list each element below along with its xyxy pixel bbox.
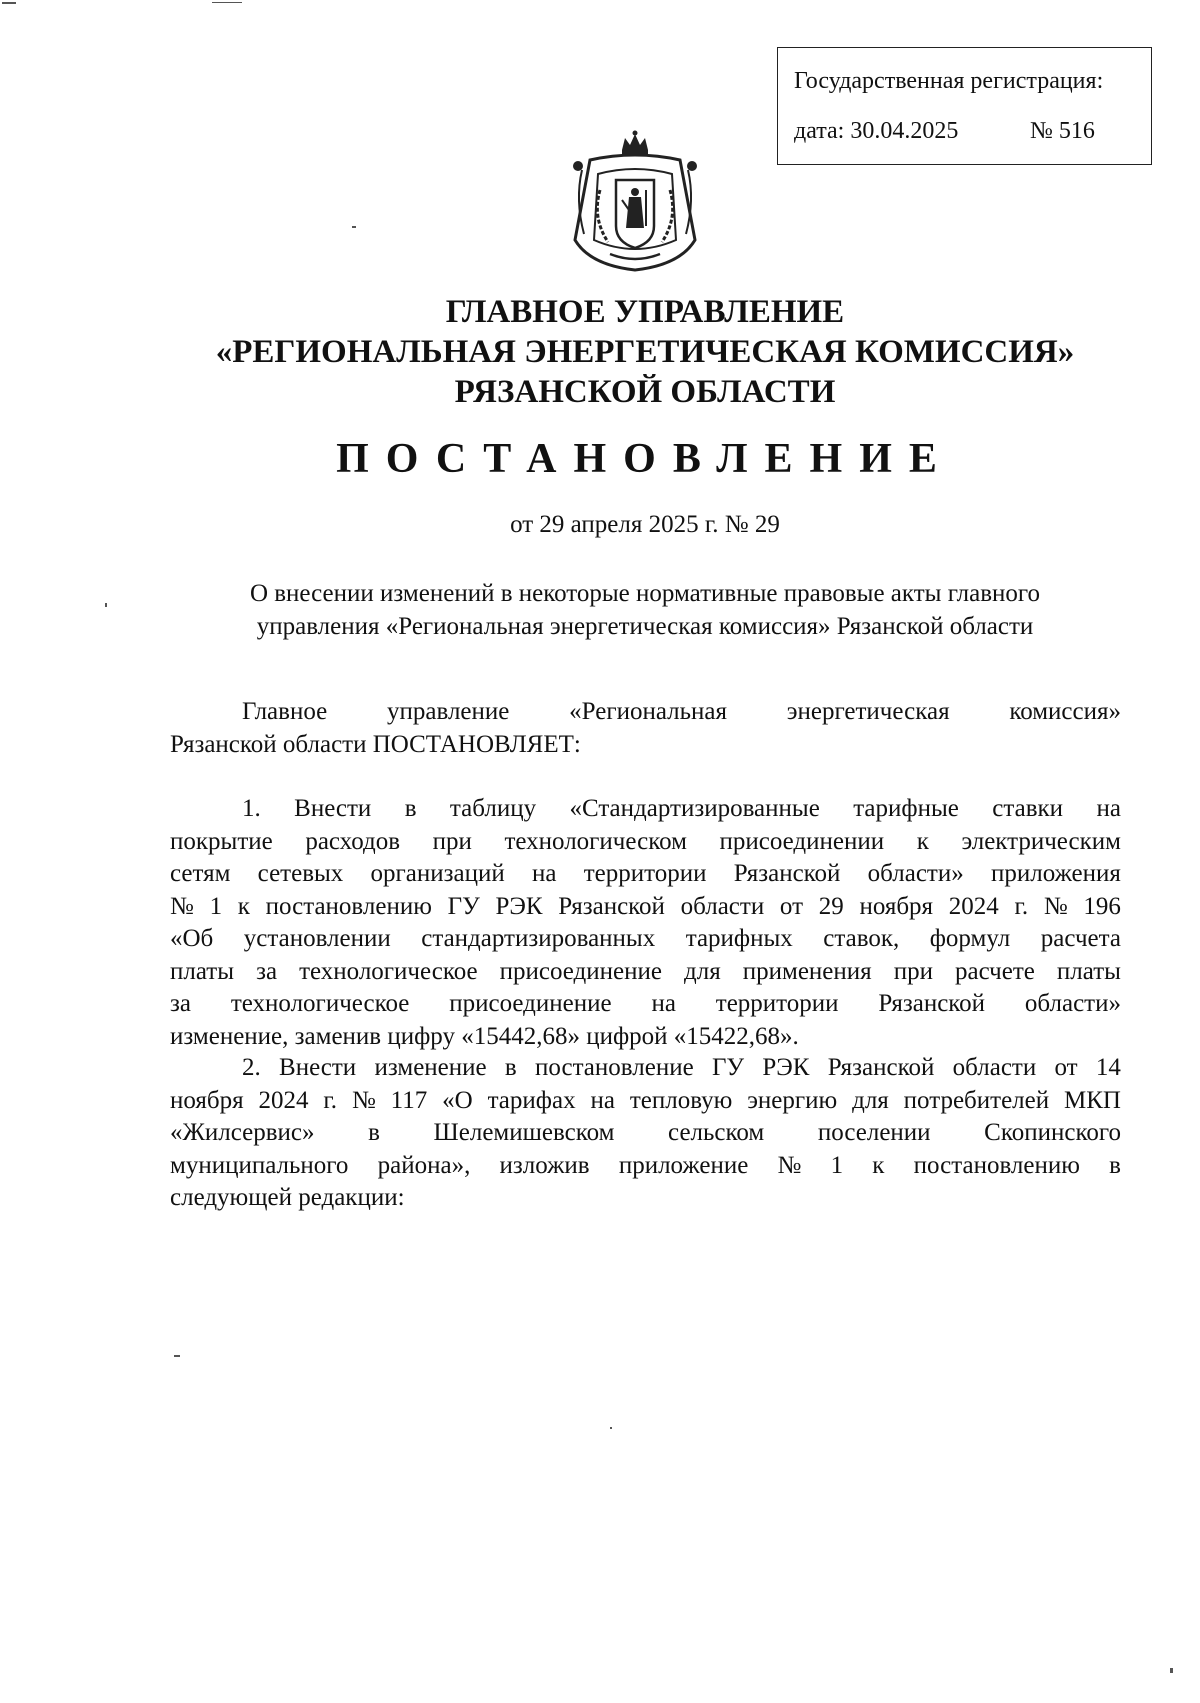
word: стандартизированных bbox=[421, 925, 656, 952]
word: при bbox=[893, 957, 933, 985]
word: постановлению bbox=[265, 892, 432, 920]
word: Внести bbox=[279, 1054, 357, 1081]
word: постановлению bbox=[913, 1151, 1080, 1179]
word: энергию bbox=[747, 1086, 838, 1114]
word: области bbox=[952, 1054, 1037, 1081]
word: управление bbox=[387, 698, 510, 725]
scan-speck bbox=[105, 603, 107, 607]
word: энергетическая bbox=[786, 698, 950, 725]
registration-number: № 516 bbox=[1030, 118, 1095, 144]
coat-of-arms-icon bbox=[560, 130, 710, 280]
word: тарифах bbox=[487, 1086, 576, 1114]
item2-line bbox=[170, 1085, 1121, 1118]
scan-speck bbox=[212, 2, 242, 3]
item1-line bbox=[170, 956, 1121, 989]
word: для bbox=[684, 957, 721, 985]
word: в bbox=[404, 795, 417, 822]
word: г. bbox=[1014, 892, 1029, 920]
word: № bbox=[777, 1151, 802, 1179]
word: приложения bbox=[991, 860, 1121, 887]
word: территории bbox=[583, 860, 707, 887]
word: формул bbox=[929, 925, 1011, 952]
word: к bbox=[237, 892, 250, 920]
item1-line bbox=[170, 923, 1121, 956]
word: Рязанской bbox=[827, 1054, 935, 1081]
word: 1 bbox=[209, 892, 223, 920]
word: 2024 bbox=[258, 1086, 309, 1114]
word: сельском bbox=[668, 1119, 765, 1146]
word: ставок, bbox=[823, 925, 900, 952]
item2-line bbox=[170, 1052, 1121, 1085]
word: за bbox=[170, 990, 191, 1017]
word: присоединение bbox=[449, 990, 612, 1017]
registration-title: Государственная регистрация: bbox=[794, 68, 1104, 94]
word: № bbox=[351, 1086, 376, 1114]
word: ставки bbox=[992, 795, 1064, 822]
scan-speck bbox=[352, 226, 356, 228]
word: расчета bbox=[1040, 925, 1121, 952]
scan-speck bbox=[610, 1427, 612, 1429]
word: 117 bbox=[390, 1086, 428, 1114]
word: организаций bbox=[370, 860, 505, 887]
document-date-number: от 29 апреля 2025 г. № 29 bbox=[510, 511, 780, 538]
word: на bbox=[651, 990, 676, 1017]
word: расходов bbox=[305, 827, 401, 855]
item1-last-line: изменение, заменив цифру «15442,68» цифрой «15422,68». bbox=[170, 1022, 799, 1050]
word: Рязанской bbox=[733, 860, 841, 887]
word: Рязанской bbox=[878, 990, 986, 1017]
word: района», bbox=[377, 1151, 471, 1179]
scan-speck bbox=[2, 2, 16, 4]
word: ГУ bbox=[711, 1054, 745, 1081]
word: тепловую bbox=[629, 1086, 733, 1114]
word: расчете bbox=[954, 957, 1035, 985]
item2-line bbox=[170, 1117, 1121, 1150]
word: от bbox=[1054, 1054, 1078, 1081]
word: в bbox=[368, 1119, 380, 1146]
word: тарифных bbox=[685, 925, 793, 952]
word: Главное bbox=[242, 698, 328, 725]
word: при bbox=[432, 827, 472, 855]
word: изменение bbox=[374, 1054, 487, 1081]
item1-line bbox=[170, 826, 1121, 859]
word: «Жилсервис» bbox=[170, 1119, 315, 1146]
item-2-paragraph bbox=[170, 1052, 1121, 1215]
item1-line bbox=[170, 858, 1121, 891]
word: 2024 bbox=[948, 892, 999, 920]
word: 1 bbox=[830, 1151, 844, 1179]
registration-stamp bbox=[777, 47, 1152, 165]
word: области» bbox=[1024, 990, 1121, 1017]
item-1-paragraph bbox=[170, 793, 1121, 1053]
word: муниципального bbox=[170, 1151, 349, 1179]
item2-last-line: следующей редакции: bbox=[170, 1184, 405, 1211]
document-type-title: ПОСТАНОВЛЕНИЕ bbox=[336, 436, 954, 482]
word: платы bbox=[170, 957, 235, 985]
word: покрытие bbox=[170, 827, 273, 855]
word: установлении bbox=[243, 925, 391, 952]
word: для bbox=[852, 1086, 889, 1114]
word: № bbox=[1043, 892, 1068, 920]
word: Внести bbox=[294, 795, 372, 822]
word: приложение bbox=[618, 1151, 749, 1179]
word: 1. bbox=[242, 795, 261, 822]
word: технологическом bbox=[504, 827, 687, 855]
word: таблицу bbox=[449, 795, 537, 822]
word: поселении bbox=[817, 1119, 931, 1146]
intro-paragraph bbox=[170, 696, 1121, 761]
word: постановление bbox=[534, 1054, 694, 1081]
word: к bbox=[872, 1151, 885, 1179]
word: тарифные bbox=[853, 795, 959, 822]
item1-line bbox=[170, 891, 1121, 924]
item2-line bbox=[170, 1150, 1121, 1183]
intro-line-2: Рязанской области ПОСТАНОВЛЯЕТ: bbox=[170, 730, 581, 758]
word: технологическое bbox=[299, 957, 478, 985]
word: № bbox=[170, 892, 194, 920]
subject-line-2: управления «Региональная энергетическая комиссия» Рязанской области bbox=[256, 613, 1034, 640]
word: изложив bbox=[499, 1151, 590, 1179]
word: 29 bbox=[818, 892, 844, 920]
intro-line-1 bbox=[170, 696, 1121, 729]
word: комиссия» bbox=[1009, 698, 1121, 725]
word: территории bbox=[715, 990, 839, 1017]
word: «Стандартизированные bbox=[569, 795, 820, 822]
word: ГУ bbox=[447, 892, 480, 920]
word: РЭК bbox=[495, 892, 543, 920]
word: потребителей bbox=[903, 1086, 1050, 1114]
word: применения bbox=[742, 957, 872, 985]
word: «Об bbox=[170, 925, 214, 952]
item1-line bbox=[170, 793, 1121, 826]
word: на bbox=[1096, 795, 1121, 822]
organization-line-2: «РЕГИОНАЛЬНАЯ ЭНЕРГЕТИЧЕСКАЯ КОМИССИЯ» bbox=[215, 334, 1075, 370]
word: РЭК bbox=[762, 1054, 810, 1081]
organization-line-3: РЯЗАНСКОЙ ОБЛАСТИ bbox=[454, 374, 836, 410]
word: сетям bbox=[170, 860, 231, 887]
word: 196 bbox=[1083, 892, 1121, 920]
word: ноября bbox=[859, 892, 934, 920]
scan-speck bbox=[174, 1355, 180, 1357]
word: от bbox=[779, 892, 804, 920]
word: присоединении bbox=[719, 827, 885, 855]
scan-speck bbox=[1170, 1668, 1173, 1673]
word: за bbox=[256, 957, 278, 985]
word: Шелемишевском bbox=[433, 1119, 615, 1146]
word: г. bbox=[323, 1086, 338, 1114]
organization-line-1: ГЛАВНОЕ УПРАВЛЕНИЕ bbox=[445, 294, 845, 330]
word: на bbox=[532, 860, 557, 887]
subject-line-1: О внесении изменений в некоторые нормативные правовые акты главного bbox=[249, 580, 1041, 607]
word: ноября bbox=[170, 1086, 244, 1114]
word: «Региональная bbox=[569, 698, 728, 725]
item1-line bbox=[170, 988, 1121, 1021]
document-subject bbox=[0, 577, 1200, 643]
word: области bbox=[680, 892, 765, 920]
word: Рязанской bbox=[558, 892, 665, 920]
word: 14 bbox=[1095, 1054, 1121, 1081]
registration-date: дата: 30.04.2025 bbox=[794, 118, 959, 144]
word: присоединение bbox=[499, 957, 662, 985]
word: платы bbox=[1056, 957, 1121, 985]
word: Скопинского bbox=[984, 1119, 1121, 1146]
word: «О bbox=[442, 1086, 473, 1114]
word: сетевых bbox=[257, 860, 344, 887]
word: технологическое bbox=[230, 990, 410, 1017]
word: к bbox=[916, 827, 929, 855]
word: электрическим bbox=[961, 827, 1121, 855]
word: в bbox=[1109, 1151, 1121, 1179]
word: на bbox=[590, 1086, 615, 1114]
word: МКП bbox=[1064, 1086, 1121, 1114]
word: области» bbox=[867, 860, 964, 887]
word: 2. bbox=[242, 1054, 261, 1081]
word: в bbox=[504, 1054, 517, 1081]
